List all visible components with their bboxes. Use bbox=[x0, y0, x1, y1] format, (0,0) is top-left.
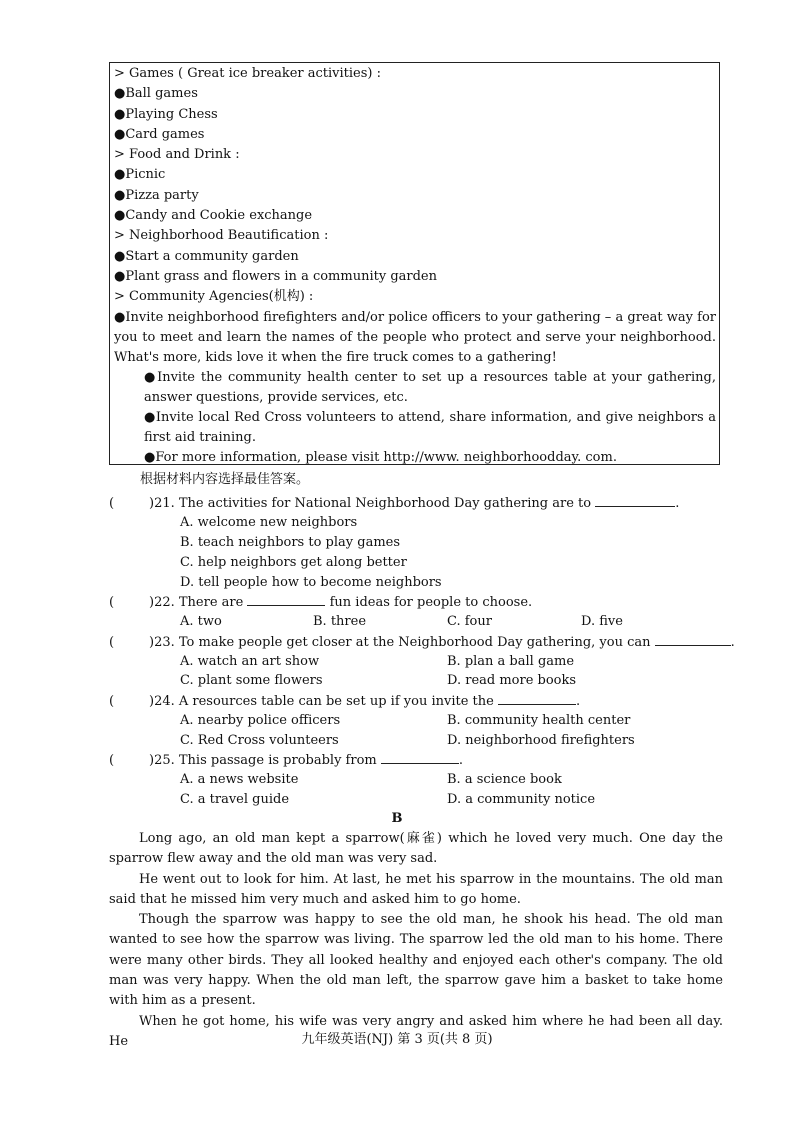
answer-blank[interactable] bbox=[381, 750, 459, 764]
option-c[interactable]: C. a travel guide bbox=[180, 792, 290, 807]
list-item: ●Ball games bbox=[114, 86, 198, 102]
option-d[interactable]: D. tell people how to become neighbors bbox=[180, 575, 442, 590]
more-info: ●For more information, please visit http://www. neighborhoodday. com. bbox=[144, 449, 617, 465]
option-c[interactable]: C. help neighbors get along better bbox=[180, 555, 407, 570]
option-d[interactable]: D. a community notice bbox=[447, 792, 596, 807]
option-a[interactable]: A. a news website bbox=[180, 772, 299, 787]
option-a[interactable]: A. welcome new neighbors bbox=[180, 515, 358, 530]
list-item: ●Plant grass and flowers in a community garden bbox=[114, 268, 437, 284]
option-c[interactable]: C. four bbox=[447, 614, 492, 629]
bullet-icon: ● bbox=[114, 106, 126, 122]
option-a[interactable]: A. nearby police officers bbox=[180, 713, 341, 728]
option-b[interactable]: B. a science book bbox=[447, 772, 562, 787]
section-heading-b: B bbox=[391, 811, 403, 826]
list-item: ●Start a community garden bbox=[114, 248, 299, 264]
list-item: ●Picnic bbox=[114, 167, 166, 183]
material-box bbox=[109, 62, 720, 465]
list-item: ●Pizza party bbox=[114, 187, 199, 203]
bullet-icon: ● bbox=[114, 309, 126, 325]
option-b[interactable]: B. teach neighbors to play games bbox=[180, 535, 401, 550]
bullet-icon: ● bbox=[114, 187, 126, 203]
passage-paragraph: Long ago, an old man kept a sparrow(麻雀) which he loved very much. One day the sparrow flew away and the old man was very sad. bbox=[109, 831, 723, 867]
question-22: ( )22. There are fun ideas for people to choose. bbox=[109, 592, 532, 613]
agencies-heading: > Community Agencies(机构) : bbox=[114, 289, 314, 305]
agency-item-health-center: ●Invite the community health center to set up a resources table at your gathering, answer questions, provide services, etc. bbox=[144, 369, 716, 405]
passage-paragraph: Though the sparrow was happy to see the old man, he shook his head. The old man wanted to see how the sparrow was living. The sparrow led the old man to his home. There were many other birds. They all looked healthy and enjoyed each other's company. The old man was very happy. When the old man left, the sparrow gave him a basket to take home with him as a present. bbox=[109, 912, 723, 1009]
bullet-icon: ● bbox=[114, 126, 126, 142]
bullet-icon: ● bbox=[144, 369, 158, 385]
reading-passage bbox=[109, 829, 723, 1052]
answer-blank[interactable] bbox=[655, 632, 731, 646]
games-heading: > Games ( Great ice breaker activities) : bbox=[114, 66, 381, 81]
option-c[interactable]: C. Red Cross volunteers bbox=[180, 733, 339, 748]
bullet-icon: ● bbox=[144, 409, 156, 425]
page-footer: 九年级英语(NJ) 第 3 页(共 8 页) bbox=[301, 1032, 493, 1047]
bullet-icon: ● bbox=[114, 86, 126, 102]
question-24: ( )24. A resources table can be set up if you invite the . bbox=[109, 691, 580, 712]
agency-item-red-cross: ●Invite local Red Cross volunteers to attend, share information, and give neighbors a first aid training. bbox=[144, 409, 717, 445]
passage-paragraph: When he got home, his wife was very angry and asked him where he had been all day. He bbox=[109, 1013, 723, 1049]
bullet-icon: ● bbox=[114, 268, 126, 284]
instructions: 根据材料内容选择最佳答案。 bbox=[140, 472, 310, 487]
answer-blank[interactable] bbox=[247, 592, 325, 606]
option-d[interactable]: D. five bbox=[581, 614, 623, 629]
beautification-heading: > Neighborhood Beautification : bbox=[114, 228, 329, 244]
question-21: ( )21. The activities for National Neighborhood Day gathering are to . bbox=[109, 493, 679, 514]
passage-paragraph: He went out to look for him. At last, he met his sparrow in the mountains. The old man said that he missed him very much and asked him to go home. bbox=[109, 871, 723, 907]
bullet-icon: ● bbox=[144, 449, 156, 465]
agency-item-firefighters: ●Invite neighborhood firefighters and/or police officers to your gathering – a great way for you to meet and learn the names of the people who protect and serve your neighborhood. What's more, kids love it when the fire truck comes to a gathering! bbox=[114, 309, 716, 365]
question-23: ( )23. To make people get closer at the Neighborhood Day gathering, you can . bbox=[109, 632, 735, 653]
list-item: ●Candy and Cookie exchange bbox=[114, 208, 313, 224]
bullet-icon: ● bbox=[114, 208, 126, 224]
option-a[interactable]: A. two bbox=[180, 614, 222, 629]
option-d[interactable]: D. neighborhood firefighters bbox=[447, 733, 635, 748]
option-c[interactable]: C. plant some flowers bbox=[180, 673, 323, 688]
bullet-icon: ● bbox=[114, 167, 126, 183]
question-25: ( )25. This passage is probably from . bbox=[109, 750, 463, 771]
answer-blank[interactable] bbox=[498, 691, 576, 705]
option-b[interactable]: B. community health center bbox=[447, 713, 631, 728]
food-heading: > Food and Drink : bbox=[114, 147, 240, 163]
list-item: ●Card games bbox=[114, 126, 205, 142]
option-b[interactable]: B. three bbox=[313, 614, 367, 629]
option-b[interactable]: B. plan a ball game bbox=[447, 654, 575, 669]
list-item: ●Playing Chess bbox=[114, 106, 218, 122]
option-a[interactable]: A. watch an art show bbox=[180, 654, 320, 669]
option-d[interactable]: D. read more books bbox=[447, 673, 577, 688]
answer-blank[interactable] bbox=[595, 493, 675, 507]
bullet-icon: ● bbox=[114, 248, 126, 264]
